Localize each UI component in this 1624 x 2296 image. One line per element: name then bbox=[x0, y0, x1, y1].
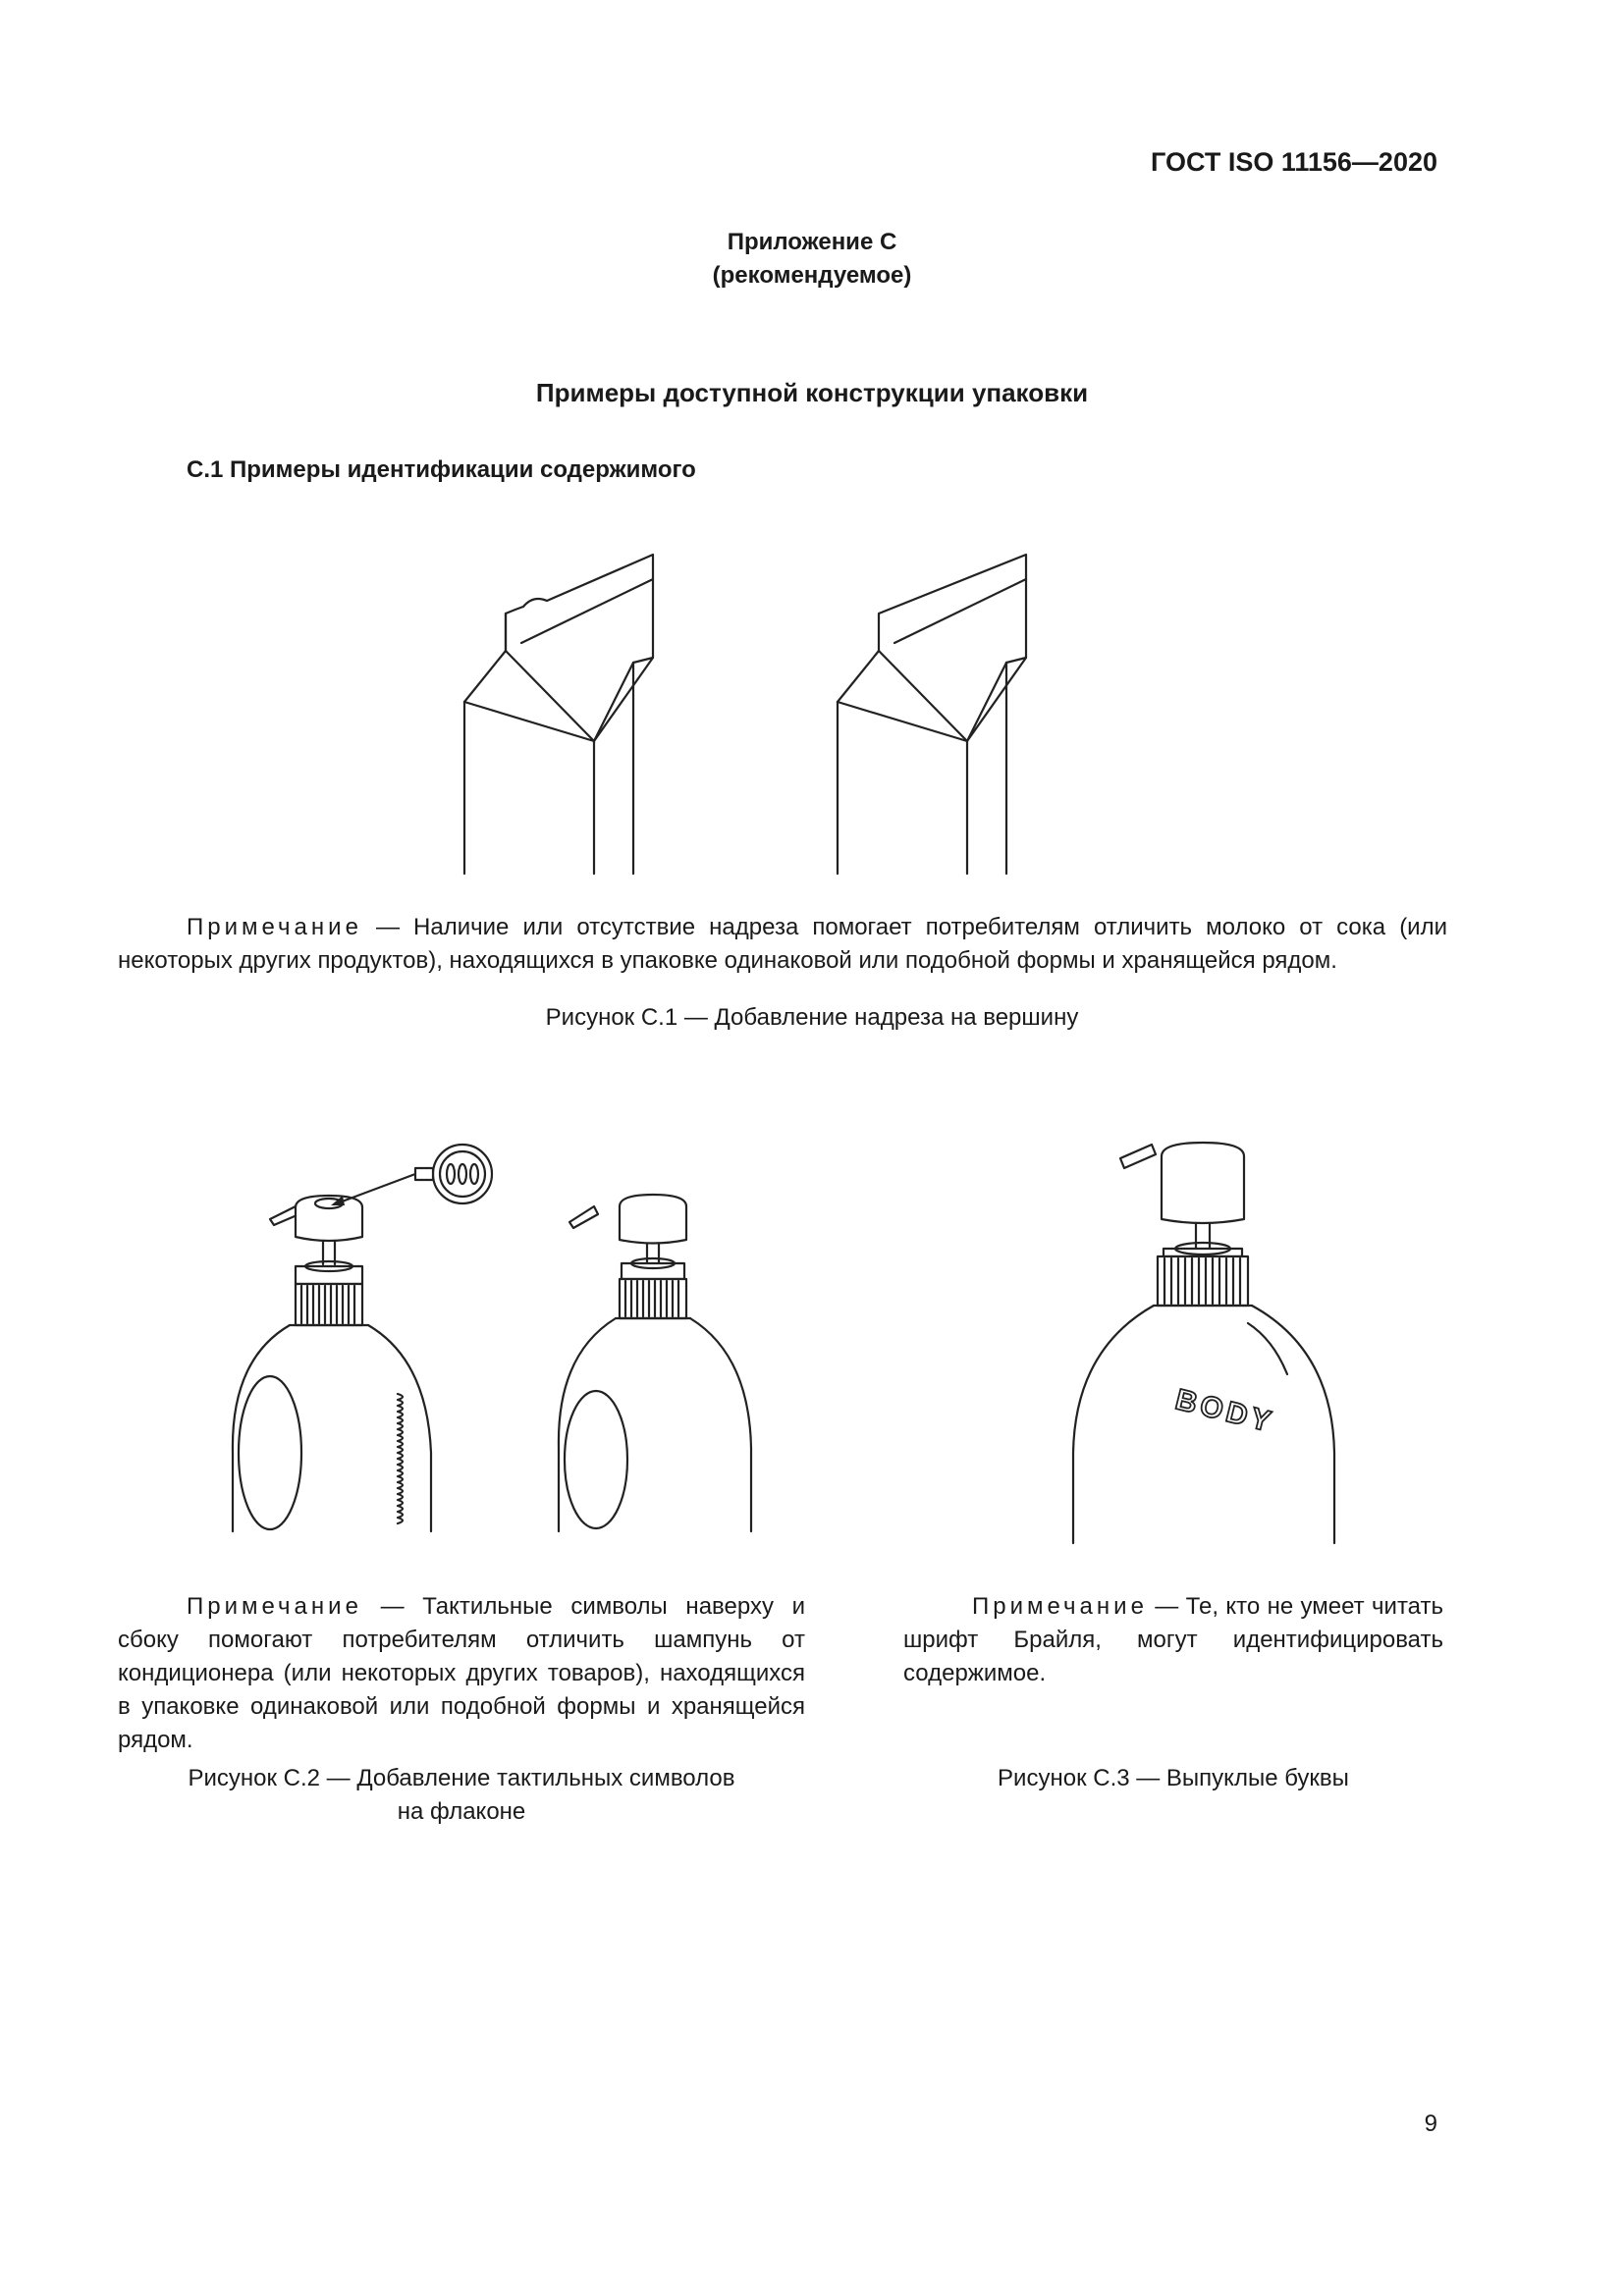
bottle-with-raised-letters-illustration bbox=[1056, 1129, 1360, 1551]
bottle-with-tactile-symbols-illustration bbox=[221, 1129, 515, 1541]
note-label: Примечание bbox=[972, 1593, 1148, 1620]
figure-c3-caption: Рисунок С.3 — Выпуклые буквы bbox=[998, 1765, 1349, 1791]
figure-c1-note bbox=[118, 911, 1447, 978]
caption-line: Рисунок С.2 — Добавление тактильных символов bbox=[188, 1765, 735, 1791]
page-number: 9 bbox=[1424, 2110, 1437, 2137]
figure-c1-caption: Рисунок С.1 — Добавление надреза на вершину bbox=[545, 1004, 1079, 1031]
document-code: ГОСТ ISO 11156—2020 bbox=[1151, 147, 1437, 177]
bottle-plain-illustration bbox=[545, 1183, 771, 1541]
annex-label: Приложение С bbox=[727, 229, 897, 255]
caption-line: на флаконе bbox=[397, 1798, 526, 1825]
raised-letters-text: BODY bbox=[1171, 1383, 1278, 1440]
carton-with-notch-illustration bbox=[457, 550, 741, 879]
figure-c2-caption bbox=[118, 1762, 805, 1829]
subsection-title: С.1 Примеры идентификации содержимого bbox=[187, 456, 696, 483]
note-label: Примечание bbox=[187, 914, 362, 940]
figure-c2-note bbox=[118, 1590, 805, 1757]
note-label: Примечание bbox=[187, 1593, 362, 1620]
note-text: — Наличие или отсутствие надреза помогает потребителям отличить молоко от сока (или некоторых других продуктов), находящихся в упаковке одинаковой или подобной формы и хранящейся рядом. bbox=[118, 914, 1447, 974]
annex-heading bbox=[0, 226, 1624, 293]
note-text: — Те, кто не умеет читать шрифт Брайля, могут идентифицировать содержимое. bbox=[903, 1593, 1443, 1686]
section-title: Примеры доступной конструкции упаковки bbox=[535, 378, 1089, 407]
note-text: — Тактильные символы наверху и сбоку помогают потребителям отличить шампунь от кондиционера (или некоторых других товаров), находящихся в упаковке одинаковой или подобной формы и хранящейся рядом. bbox=[118, 1593, 805, 1753]
annex-status: (рекомендуемое) bbox=[712, 262, 912, 289]
carton-without-notch-illustration bbox=[830, 550, 1114, 879]
figure-c3-note bbox=[903, 1590, 1443, 1690]
